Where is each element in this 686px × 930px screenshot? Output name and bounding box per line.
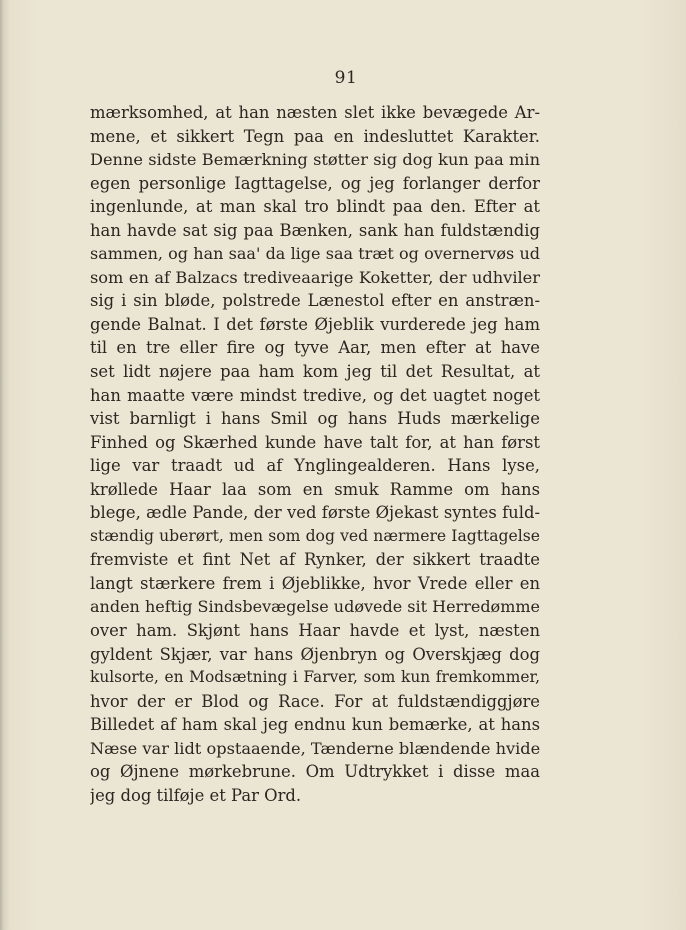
text-line: sammen, og han saa' da lige saa træt og overnervøs ud xyxy=(90,244,540,264)
text-line: han havde sat sig paa Bænken, sank han fuldstændig xyxy=(90,220,540,240)
text-line: mene, et sikkert Tegn paa en indesluttet Karakter. xyxy=(90,126,540,146)
text-line: set lidt nøjere paa ham kom jeg til det Resultat, at xyxy=(90,362,540,382)
text-line: lige var traadt ud af Ynglingealderen. Hans lyse, xyxy=(90,456,540,476)
page-number: 91 xyxy=(334,68,358,88)
text-line: som en af Balzacs trediveaarige Koketter, der udhviler xyxy=(90,267,540,287)
text-line: Billedet af ham skal jeg endnu kun bemærke, at hans xyxy=(90,715,540,735)
text-line: krøllede Haar laa som en smuk Ramme om hans xyxy=(90,479,540,499)
text-line: egen personlige Iagttagelse, og jeg forlanger derfor xyxy=(90,173,540,193)
text-line: Finhed og Skærhed kunde have talt for, at han først xyxy=(90,432,540,452)
text-line: mærksomhed, at han næsten slet ikke bevægede Ar- xyxy=(90,103,540,122)
text-line: hvor der er Blod og Race. For at fuldstændiggjøre xyxy=(90,691,540,711)
text-line: anden heftig Sindsbevægelse udøvede sit Herredømme xyxy=(90,597,540,617)
text-line: til en tre eller fire og tyve Aar, men efter at have xyxy=(90,338,540,358)
text-line: ingenlunde, at man skal tro blindt paa den. Efter at xyxy=(90,197,540,217)
text-line: fremviste et fint Net af Rynker, der sikkert traadte xyxy=(90,550,540,570)
text-line: vist barnligt i hans Smil og hans Huds mærkelige xyxy=(90,409,540,429)
body-text xyxy=(90,101,540,807)
text-line: gyldent Skjær, var hans Øjenbryn og Overskjæg dog xyxy=(90,644,540,664)
text-line: jeg dog tilføje et Par Ord. xyxy=(90,785,302,805)
text-line: han maatte være mindst tredive, og det uagtet noget xyxy=(90,385,540,405)
text-line: over ham. Skjønt hans Haar havde et lyst, næsten xyxy=(90,621,540,641)
text-line: kulsorte, en Modsætning i Farver, som kun fremkommer, xyxy=(90,668,540,687)
text-line: Næse var lidt opstaaende, Tænderne blændende hvide xyxy=(90,738,540,758)
text-line: langt stærkere frem i Øjeblikke, hvor Vrede eller en xyxy=(90,573,540,593)
text-line: stændig uberørt, men som dog ved nærmere Iagttagelse xyxy=(90,526,540,545)
text-line: Denne sidste Bemærkning støtter sig dog kun paa min xyxy=(90,150,540,170)
text-line: og Øjnene mørkebrune. Om Udtrykket i disse maa xyxy=(90,762,540,782)
text-line: blege, ædle Pande, der ved første Øjekast syntes fuld- xyxy=(90,503,540,523)
text-line: gende Balnat. I det første Øjeblik vurderede jeg ham xyxy=(90,314,540,334)
text-line: sig i sin bløde, polstrede Lænestol efter en anstræn- xyxy=(90,291,540,311)
